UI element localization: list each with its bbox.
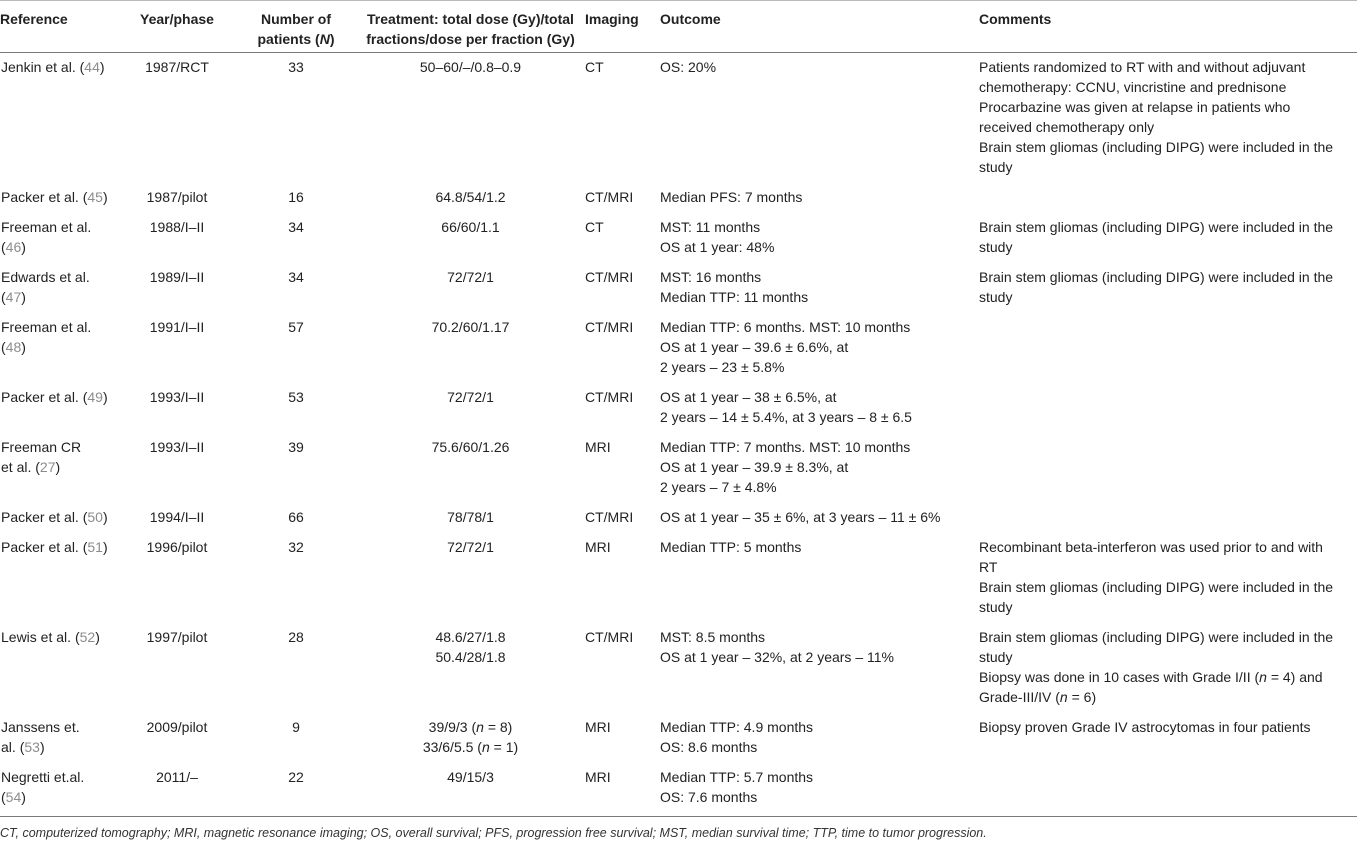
reference-text: Lewis et al. bbox=[1, 629, 75, 645]
comment-line bbox=[979, 687, 1357, 707]
cell-reference bbox=[0, 433, 118, 503]
cell-patients bbox=[236, 763, 356, 813]
patients-count: 34 bbox=[288, 269, 304, 285]
cell-patients bbox=[236, 433, 356, 503]
outcome-line: Median TTP: 5 months bbox=[660, 539, 802, 555]
cell-outcome bbox=[660, 533, 979, 623]
cell-year bbox=[118, 313, 236, 383]
year-text: 2009/pilot bbox=[146, 719, 208, 735]
cell-patients bbox=[236, 183, 356, 213]
reference-text: Packer et al. bbox=[1, 189, 83, 205]
cell-imaging bbox=[585, 183, 660, 213]
outcome-line: OS: 8.6 months bbox=[660, 739, 758, 755]
cell-reference bbox=[0, 533, 118, 623]
reference-text: Packer et al. bbox=[1, 539, 83, 555]
treatment-line bbox=[356, 737, 585, 757]
cell-patients bbox=[236, 213, 356, 263]
comment-text: = 4) and bbox=[1266, 669, 1323, 685]
cell-comments bbox=[979, 183, 1357, 213]
comment-line: study bbox=[979, 649, 1013, 665]
cell-imaging bbox=[585, 533, 660, 623]
outcome-line: OS at 1 year – 32%, at 2 years – 11% bbox=[660, 649, 894, 665]
table-row bbox=[0, 763, 1357, 813]
header-treatment: Treatment: total dose (Gy)/total fractions/dose per fraction (Gy) bbox=[366, 11, 575, 47]
reference-line: (48) bbox=[1, 339, 26, 355]
comment-line: Biopsy proven Grade IV astrocytomas in four patients bbox=[979, 719, 1311, 735]
cell-year bbox=[118, 183, 236, 213]
cell-outcome bbox=[660, 433, 979, 503]
patients-count: 9 bbox=[292, 719, 300, 735]
cell-reference bbox=[0, 263, 118, 313]
comment-line: Brain stem gliomas (including DIPG) were included in the bbox=[979, 219, 1334, 235]
comment-line: study bbox=[979, 159, 1013, 175]
cell-treatment bbox=[356, 53, 585, 184]
cell-outcome bbox=[660, 313, 979, 383]
treatment-n: n bbox=[481, 739, 490, 755]
treatment-line: 48.6/27/1.8 bbox=[435, 629, 506, 645]
cell-comments bbox=[979, 713, 1357, 763]
cell-year bbox=[118, 433, 236, 503]
patients-count: 39 bbox=[288, 439, 304, 455]
comment-line: chemotherapy: CCNU, vincristine and prednisone bbox=[979, 79, 1287, 95]
patients-count: 22 bbox=[288, 769, 304, 785]
year-text: 1989/I–II bbox=[149, 269, 205, 285]
reference-close: ) bbox=[95, 629, 100, 645]
cell-comments bbox=[979, 533, 1357, 623]
cell-comments bbox=[979, 53, 1357, 184]
reference-text: Freeman et al. bbox=[1, 319, 92, 335]
cell-comments bbox=[979, 503, 1357, 533]
cell-imaging bbox=[585, 713, 660, 763]
year-text: 1997/pilot bbox=[146, 629, 208, 645]
imaging-text: CT/MRI bbox=[585, 389, 634, 405]
patients-count: 53 bbox=[288, 389, 304, 405]
year-text: 2011/– bbox=[156, 769, 198, 785]
cell-imaging bbox=[585, 213, 660, 263]
treatment-line: 78/78/1 bbox=[447, 509, 494, 525]
cell-comments bbox=[979, 763, 1357, 813]
cell-year bbox=[118, 383, 236, 433]
comment-line: study bbox=[979, 599, 1013, 615]
cell-treatment bbox=[356, 623, 585, 713]
comment-line: Brain stem gliomas (including DIPG) were included in the bbox=[979, 579, 1334, 595]
outcome-line: 2 years – 14 ± 5.4%, at 3 years – 8 ± 6.5 bbox=[660, 409, 912, 425]
cell-patients bbox=[236, 503, 356, 533]
cell-treatment bbox=[356, 763, 585, 813]
imaging-text: CT bbox=[585, 59, 604, 75]
patients-count: 16 bbox=[288, 189, 304, 205]
treatment-text: 39/9/3 ( bbox=[428, 719, 477, 735]
reference-number: 47 bbox=[5, 289, 22, 305]
cell-reference bbox=[0, 53, 118, 184]
reference-number: 48 bbox=[5, 339, 22, 355]
cell-treatment bbox=[356, 213, 585, 263]
cell-treatment bbox=[356, 503, 585, 533]
cell-imaging bbox=[585, 53, 660, 184]
cell-treatment bbox=[356, 713, 585, 763]
reference-number: 50 bbox=[87, 509, 103, 525]
cell-outcome bbox=[660, 183, 979, 213]
cell-patients bbox=[236, 713, 356, 763]
outcome-line: 2 years – 7 ± 4.8% bbox=[660, 479, 777, 495]
reference-line: (46) bbox=[1, 239, 26, 255]
year-text: 1988/I–II bbox=[149, 219, 205, 235]
reference-text: Negretti et.al. bbox=[1, 769, 85, 785]
imaging-text: MRI bbox=[585, 539, 611, 555]
reference-close: ) bbox=[55, 459, 61, 475]
cell-year bbox=[118, 713, 236, 763]
reference-close: ) bbox=[21, 339, 26, 355]
treatment-line: 50–60/–/0.8–0.9 bbox=[419, 59, 522, 75]
cell-reference bbox=[0, 713, 118, 763]
reference-close: ) bbox=[102, 189, 108, 205]
header-year: Year/phase bbox=[140, 11, 214, 27]
imaging-text: CT/MRI bbox=[585, 319, 634, 335]
reference-line bbox=[1, 767, 118, 787]
reference-line bbox=[1, 717, 118, 737]
year-text: 1991/I–II bbox=[149, 319, 205, 335]
reference-number: 52 bbox=[79, 629, 96, 645]
cell-reference bbox=[0, 503, 118, 533]
reference-text: Edwards et al. bbox=[1, 269, 90, 285]
cell-outcome bbox=[660, 263, 979, 313]
outcome-line: Median TTP: 11 months bbox=[660, 289, 809, 305]
treatment-line: 72/72/1 bbox=[447, 539, 494, 555]
cell-imaging bbox=[585, 503, 660, 533]
cell-patients bbox=[236, 53, 356, 184]
reference-text: Freeman et al. bbox=[1, 219, 92, 235]
treatment-line: 64.8/54/1.2 bbox=[435, 189, 506, 205]
reference-line: (47) bbox=[1, 289, 26, 305]
year-text: 1993/I–II bbox=[149, 439, 205, 455]
outcome-line: OS at 1 year: 48% bbox=[660, 239, 775, 255]
cell-treatment bbox=[356, 383, 585, 433]
comment-line: Brain stem gliomas (including DIPG) were included in the bbox=[979, 269, 1334, 285]
comment-n: n bbox=[1259, 669, 1267, 685]
cell-year bbox=[118, 533, 236, 623]
cell-reference bbox=[0, 763, 118, 813]
outcome-line: Median TTP: 6 months. MST: 10 months bbox=[660, 319, 911, 335]
outcome-line: MST: 11 months bbox=[660, 219, 761, 235]
treatment-text: = 8) bbox=[483, 719, 513, 735]
treatment-n: n bbox=[476, 719, 484, 735]
cell-year bbox=[118, 53, 236, 184]
reference-line bbox=[1, 317, 118, 337]
reference-close: ) bbox=[102, 389, 108, 405]
header-comments: Comments bbox=[979, 11, 1052, 27]
cell-year bbox=[118, 503, 236, 533]
reference-close: ) bbox=[21, 239, 26, 255]
outcome-line: Median PFS: 7 months bbox=[660, 189, 803, 205]
cell-year bbox=[118, 213, 236, 263]
reference-text: et al. bbox=[1, 459, 36, 475]
outcome-line: Median TTP: 4.9 months bbox=[660, 719, 814, 735]
cell-year bbox=[118, 263, 236, 313]
reference-close: ) bbox=[99, 59, 105, 75]
reference-number: 27 bbox=[39, 459, 56, 475]
cell-comments bbox=[979, 313, 1357, 383]
comment-text: Grade-III/IV ( bbox=[979, 689, 1060, 705]
reference-text: Janssens et. bbox=[1, 719, 80, 735]
cell-outcome bbox=[660, 213, 979, 263]
reference-line: Packer et al. (51) bbox=[1, 539, 108, 555]
comment-text: = 6) bbox=[1067, 689, 1097, 705]
cell-reference bbox=[0, 183, 118, 213]
cell-imaging bbox=[585, 313, 660, 383]
outcome-line: Median TTP: 7 months. MST: 10 months bbox=[660, 439, 911, 455]
reference-line: Packer et al. (49) bbox=[1, 389, 108, 405]
imaging-text: MRI bbox=[585, 769, 611, 785]
cell-year bbox=[118, 763, 236, 813]
imaging-text: CT/MRI bbox=[585, 269, 634, 285]
cell-imaging bbox=[585, 763, 660, 813]
outcome-line: OS at 1 year – 35 ± 6%, at 3 years – 11 ± 6% bbox=[660, 509, 941, 525]
header-reference: Reference bbox=[0, 11, 68, 27]
outcome-line: OS at 1 year – 39.9 ± 8.3%, at bbox=[660, 459, 849, 475]
cell-treatment bbox=[356, 313, 585, 383]
cell-treatment bbox=[356, 433, 585, 503]
cell-imaging bbox=[585, 383, 660, 433]
table-header-row bbox=[0, 1, 1357, 53]
comment-line bbox=[979, 667, 1357, 687]
comment-n: n bbox=[1059, 689, 1068, 705]
cell-outcome bbox=[660, 503, 979, 533]
reference-line: (54) bbox=[1, 789, 26, 805]
reference-line: Jenkin et al. (44) bbox=[1, 59, 105, 75]
reference-line: Lewis et al. (52) bbox=[1, 629, 100, 645]
outcome-line: MST: 16 months bbox=[660, 269, 762, 285]
patients-count: 28 bbox=[288, 629, 304, 645]
reference-close: ) bbox=[102, 509, 108, 525]
treatment-line bbox=[356, 717, 585, 737]
reference-number: 53 bbox=[24, 739, 40, 755]
cell-patients bbox=[236, 533, 356, 623]
cell-comments bbox=[979, 383, 1357, 433]
cell-treatment bbox=[356, 263, 585, 313]
imaging-text: CT/MRI bbox=[585, 629, 634, 645]
treatment-line: 66/60/1.1 bbox=[441, 219, 500, 235]
reference-line: al. (53) bbox=[1, 739, 45, 755]
comment-line: received chemotherapy only bbox=[979, 119, 1155, 135]
cell-outcome bbox=[660, 53, 979, 184]
cell-patients bbox=[236, 263, 356, 313]
outcome-line: OS: 7.6 months bbox=[660, 789, 758, 805]
reference-close: ) bbox=[102, 539, 108, 555]
patients-count: 66 bbox=[288, 509, 304, 525]
cell-imaging bbox=[585, 433, 660, 503]
reference-line: Packer et al. (50) bbox=[1, 509, 108, 525]
reference-text: Freeman CR bbox=[1, 439, 82, 455]
reference-line bbox=[1, 437, 118, 457]
cell-year bbox=[118, 623, 236, 713]
treatment-text: 33/6/5.5 ( bbox=[422, 739, 482, 755]
comment-line: study bbox=[979, 289, 1013, 305]
patients-count: 33 bbox=[288, 59, 304, 75]
reference-line: et al. (27) bbox=[1, 459, 61, 475]
table-row bbox=[0, 623, 1357, 713]
table-row bbox=[0, 713, 1357, 763]
cell-patients bbox=[236, 313, 356, 383]
outcome-line: OS: 20% bbox=[660, 59, 717, 75]
year-text: 1994/I–II bbox=[149, 509, 205, 525]
comment-line: study bbox=[979, 239, 1013, 255]
outcome-line: OS at 1 year – 39.6 ± 6.6%, at bbox=[660, 339, 849, 355]
comment-line: Procarbazine was given at relapse in patients who bbox=[979, 99, 1291, 115]
treatment-line: 70.2/60/1.17 bbox=[431, 319, 510, 335]
imaging-text: CT bbox=[585, 219, 604, 235]
cell-comments bbox=[979, 263, 1357, 313]
cell-outcome bbox=[660, 713, 979, 763]
cell-reference bbox=[0, 623, 118, 713]
treatment-line: 72/72/1 bbox=[447, 389, 494, 405]
cell-patients bbox=[236, 623, 356, 713]
year-text: 1993/I–II bbox=[149, 389, 205, 405]
cell-imaging bbox=[585, 623, 660, 713]
patients-count: 34 bbox=[288, 219, 304, 235]
imaging-text: CT/MRI bbox=[585, 509, 634, 525]
comment-text: Biopsy was done in 10 cases with Grade I/II ( bbox=[979, 669, 1260, 685]
table-body bbox=[0, 53, 1357, 814]
cell-imaging bbox=[585, 263, 660, 313]
comment-line: Recombinant beta-interferon was used prior to and with bbox=[979, 539, 1323, 555]
reference-line: Packer et al. (45) bbox=[1, 189, 108, 205]
table-row bbox=[0, 383, 1357, 433]
outcome-line: MST: 8.5 months bbox=[660, 629, 766, 645]
treatment-line: 49/15/3 bbox=[447, 769, 494, 785]
comment-line: Patients randomized to RT with and without adjuvant bbox=[979, 59, 1306, 75]
header-patients: Number of patients (N) bbox=[257, 11, 335, 47]
table-row bbox=[0, 313, 1357, 383]
comment-line: Brain stem gliomas (including DIPG) were included in the bbox=[979, 629, 1334, 645]
reference-number: 49 bbox=[87, 389, 103, 405]
reference-number: 54 bbox=[5, 789, 22, 805]
comment-line: RT bbox=[979, 559, 998, 575]
outcome-line: OS at 1 year – 38 ± 6.5%, at bbox=[660, 389, 837, 405]
patients-count: 57 bbox=[288, 319, 304, 335]
reference-line bbox=[1, 217, 118, 237]
cell-comments bbox=[979, 623, 1357, 713]
cell-reference bbox=[0, 313, 118, 383]
year-text: 1987/RCT bbox=[145, 59, 209, 75]
reference-number: 46 bbox=[5, 239, 22, 255]
reference-close: ) bbox=[39, 739, 45, 755]
patients-count: 32 bbox=[288, 539, 304, 555]
imaging-text: MRI bbox=[585, 439, 611, 455]
reference-number: 45 bbox=[87, 189, 103, 205]
cell-patients bbox=[236, 383, 356, 433]
imaging-text: CT/MRI bbox=[585, 189, 634, 205]
cell-treatment bbox=[356, 183, 585, 213]
reference-number: 44 bbox=[84, 59, 100, 75]
table-row bbox=[0, 503, 1357, 533]
reference-text: Jenkin et al. bbox=[1, 59, 80, 75]
imaging-text: MRI bbox=[585, 719, 611, 735]
table-row bbox=[0, 533, 1357, 623]
cell-outcome bbox=[660, 383, 979, 433]
reference-text: Packer et al. bbox=[1, 509, 83, 525]
reference-text: Packer et al. bbox=[1, 389, 83, 405]
header-imaging: Imaging bbox=[585, 11, 639, 27]
header-outcome: Outcome bbox=[660, 11, 721, 27]
cell-outcome bbox=[660, 763, 979, 813]
table-row bbox=[0, 213, 1357, 263]
cell-reference bbox=[0, 383, 118, 433]
treatment-line: 50.4/28/1.8 bbox=[435, 649, 506, 665]
table-row bbox=[0, 53, 1357, 184]
reference-text: al. bbox=[1, 739, 20, 755]
reference-number: 51 bbox=[87, 539, 103, 555]
cell-comments bbox=[979, 213, 1357, 263]
outcome-line: 2 years – 23 ± 5.8% bbox=[660, 359, 785, 375]
table-row bbox=[0, 263, 1357, 313]
treatment-line: 72/72/1 bbox=[447, 269, 494, 285]
treatment-line: 75.6/60/1.26 bbox=[431, 439, 510, 455]
cell-outcome bbox=[660, 623, 979, 713]
cell-treatment bbox=[356, 533, 585, 623]
reference-close: ) bbox=[21, 289, 26, 305]
comment-line: Brain stem gliomas (including DIPG) were included in the bbox=[979, 139, 1334, 155]
year-text: 1987/pilot bbox=[146, 189, 208, 205]
year-text: 1996/pilot bbox=[146, 539, 208, 555]
outcome-line: Median TTP: 5.7 months bbox=[660, 769, 814, 785]
cell-reference bbox=[0, 213, 118, 263]
reference-line bbox=[1, 267, 118, 287]
table-footnote: CT, computerized tomography; MRI, magnetic resonance imaging; OS, overall survival; PFS, progression free survival; MST, median survival time; TTP, time to tumor progression. bbox=[0, 816, 1357, 840]
cell-comments bbox=[979, 433, 1357, 503]
treatment-text: = 1) bbox=[489, 739, 519, 755]
table-row bbox=[0, 433, 1357, 503]
table-row bbox=[0, 183, 1357, 213]
reference-close: ) bbox=[21, 789, 26, 805]
